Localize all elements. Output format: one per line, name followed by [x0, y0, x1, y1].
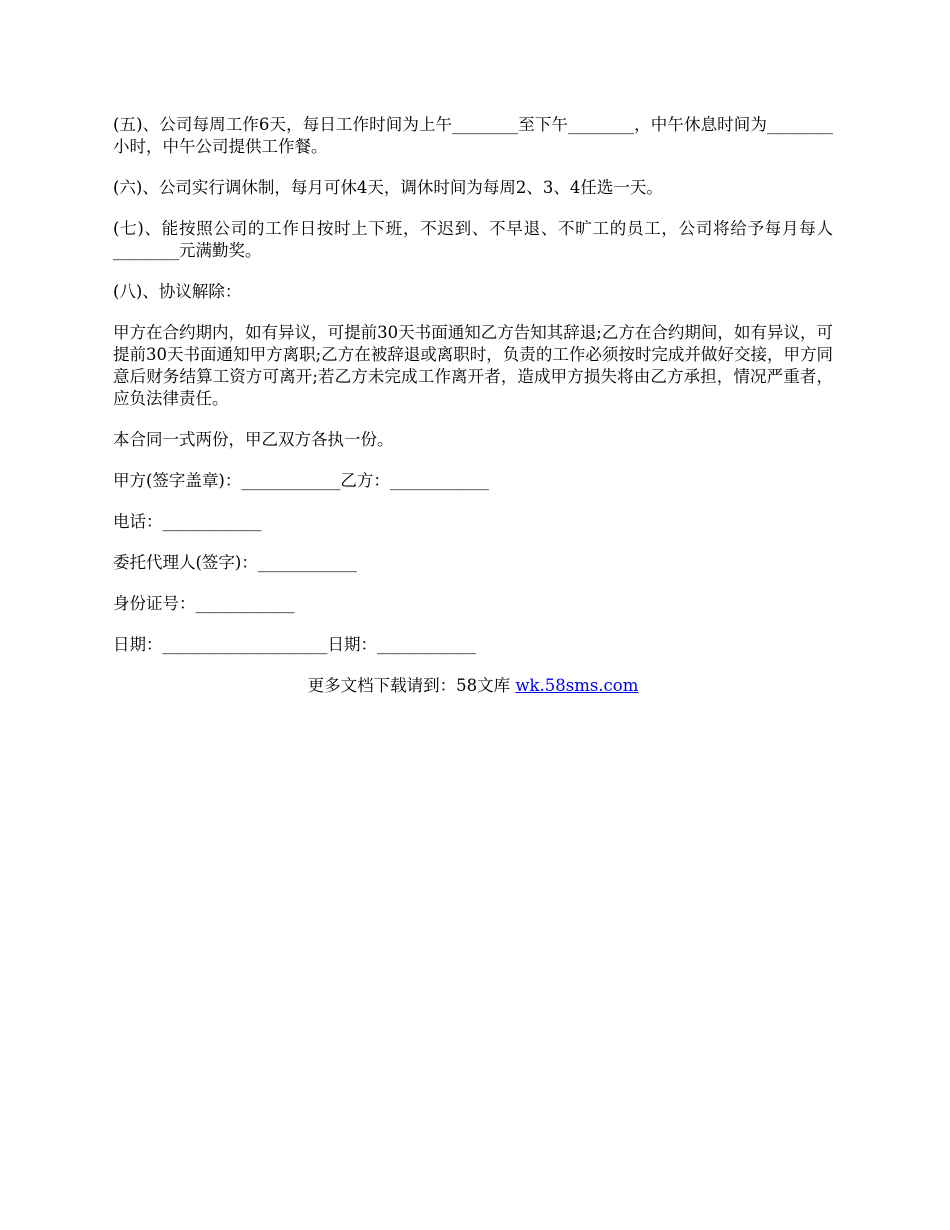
agent-signature-line: 委托代理人(签字)：____________ — [113, 553, 357, 572]
footer-link[interactable]: wk.58sms.com — [515, 676, 639, 695]
clause-termination-text: 甲方在合约期内，如有异议，可提前30天书面通知乙方告知其辞退;乙方在合约期间，如有异议，可提前30天书面通知甲方离职;乙方在被辞退或离职时，负责的工作必须按时完成并做好交接，甲方同意后财务结算工资方可离开;若乙方未完成工作离开者，造成甲方损失将由乙方承担，情况严重者，应负法律责任。 — [113, 323, 833, 408]
clause-termination-heading: (八)、协议解除： — [113, 282, 242, 301]
contract-copies-note: 本合同一式两份，甲乙双方各执一份。 — [113, 430, 394, 449]
footer-download-note — [113, 675, 833, 697]
phone-line: 电话：____________ — [113, 512, 262, 531]
clause-work-hours: (五)、公司每周工作6天，每日工作时间为上午________至下午________，中午休息时间为________小时，中午公司提供工作餐。 — [113, 115, 833, 156]
clause-rest-days: (六)、公司实行调休制，每月可休4天，调休时间为每周2、3、4任选一天。 — [113, 178, 663, 197]
footer-text: 更多文档下载请到：58文库 — [307, 676, 511, 695]
id-number-line: 身份证号：____________ — [113, 594, 295, 613]
document-body — [113, 114, 833, 697]
clause-attendance-bonus: (七)、能按照公司的工作日按时上下班，不迟到、不早退、不旷工的员工，公司将给予每月每人________元满勤奖。 — [113, 219, 833, 260]
signature-party-line: 甲方(签字盖章)：____________乙方：____________ — [113, 471, 489, 490]
date-line: 日期：____________________日期：____________ — [113, 635, 476, 654]
